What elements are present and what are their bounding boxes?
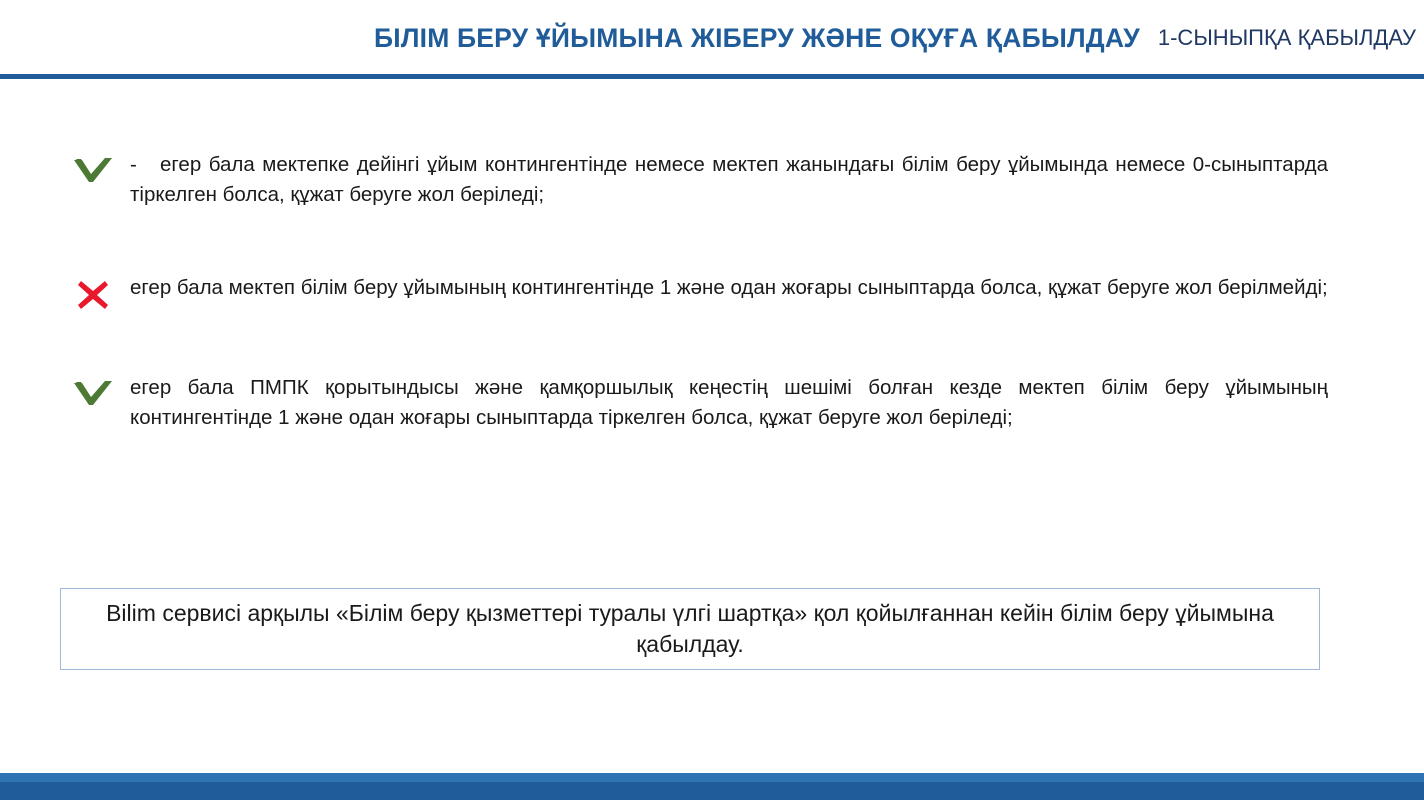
list-item-body: егер бала мектепке дейінгі ұйым контингентінде немесе мектеп жанындағы білім беру ұйымында немесе 0-сыныптарда тіркелген болса, құжат беруге жол беріледі; bbox=[130, 153, 1328, 207]
footer-bar-lower bbox=[0, 782, 1424, 800]
page-title: БІЛІМ БЕРУ ҰЙЫМЫНА ЖІБЕРУ ЖӘНЕ ОҚУҒА ҚАБЫЛДАУ bbox=[374, 22, 1140, 53]
list-item bbox=[0, 273, 1424, 311]
list-item-dash: - bbox=[130, 153, 137, 176]
list-item-body: егер бала ПМПК қорытындысы және қамқоршылық кеңестің шешімі болған кезде мектеп білім беру ұйымының контингентінде 1 және одан жоғары сыныптарда тіркелген болса, құжат беруге жол беріледі; bbox=[130, 375, 1328, 429]
green-check-icon bbox=[62, 150, 124, 186]
list-item bbox=[0, 150, 1424, 211]
list-item-text bbox=[130, 150, 1424, 211]
header-divider bbox=[0, 74, 1424, 79]
list-item bbox=[0, 373, 1424, 434]
note-text: Bilim сервисі арқылы «Білім беру қызметтері туралы үлгі шартқа» қол қойылғаннан кейін білім беру ұйымына қабылдау. bbox=[106, 599, 1274, 657]
list-item-body: егер бала мектеп білім беру ұйымының контингентінде 1 және одан жоғары сыныптарда болса, құжат беруге жол берілмейді; bbox=[130, 275, 1328, 299]
slide-header bbox=[0, 0, 1424, 76]
red-cross-icon bbox=[62, 273, 124, 311]
green-check-icon bbox=[62, 373, 124, 409]
list-item-text bbox=[130, 273, 1424, 303]
note-box bbox=[60, 588, 1320, 670]
page-subtitle: 1-СЫНЫПҚА ҚАБЫЛДАУ bbox=[1157, 25, 1416, 50]
content-area bbox=[0, 150, 1424, 469]
list-item-text bbox=[130, 373, 1424, 434]
footer-bar-upper bbox=[0, 773, 1424, 782]
